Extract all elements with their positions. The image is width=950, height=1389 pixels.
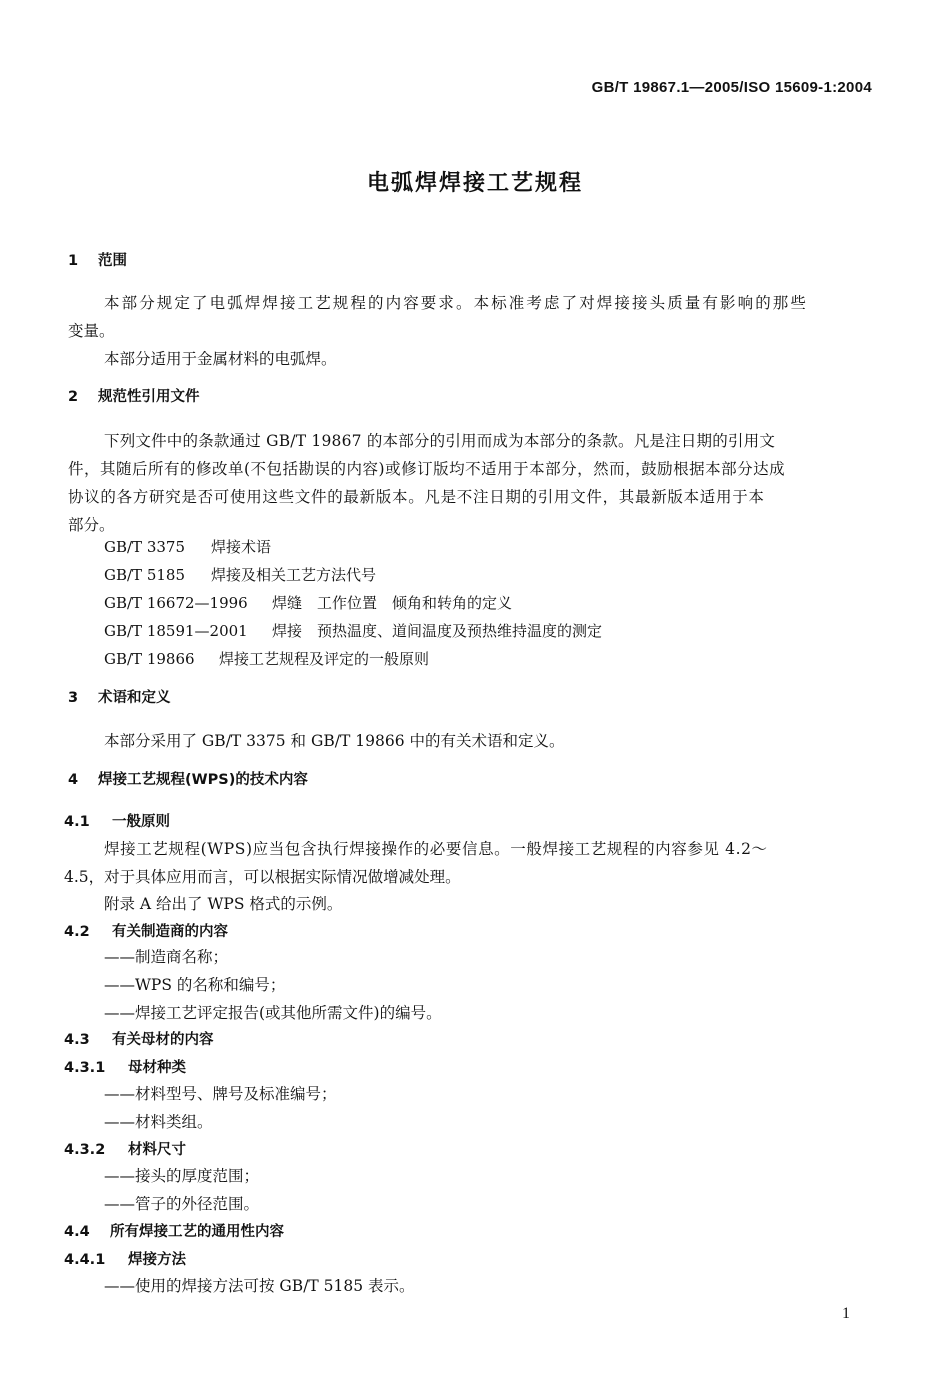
section-title: 一般原则 [112, 814, 170, 830]
section-number: 4.2 [64, 924, 90, 940]
section-number: 4.4 [64, 1224, 90, 1240]
list-item: ——焊接工艺评定报告(或其他所需文件)的编号。 [104, 1004, 442, 1022]
section-number: 4.3.1 [64, 1060, 106, 1076]
section-number: 4.1 [64, 814, 90, 830]
reference-item [104, 593, 512, 613]
list-item: ——制造商名称； [104, 948, 229, 966]
reference-title: 焊缝 工作位置 倾角和转角的定义 [272, 594, 513, 612]
section-number: 4.3 [64, 1032, 90, 1048]
subsection-4-1-heading [64, 812, 170, 832]
list-item: ——接头的厚度范围； [104, 1167, 260, 1185]
section-title: 所有焊接工艺的通用性内容 [110, 1224, 284, 1240]
section-number: 4 [68, 772, 79, 788]
section-number: 2 [68, 389, 79, 405]
reference-code: GB/T 18591—2001 [104, 622, 248, 640]
paragraph-line: 协议的各方研究是否可使用这些文件的最新版本。凡是不注日期的引用文件，其最新版本适用于本 [68, 488, 765, 506]
section-3-heading [68, 688, 171, 708]
section-1-heading [68, 251, 127, 271]
paragraph-line: 附录 A 给出了 WPS 格式的示例。 [104, 895, 343, 913]
paragraph-line: 件，其随后所有的修改单(不包括勘误的内容)或修订版均不适用于本部分，然而，鼓励根据本部分达成 [68, 460, 786, 478]
paragraph-line: 部分。 [68, 516, 115, 534]
section-2-heading [68, 387, 200, 407]
section-number: 4.3.2 [64, 1142, 106, 1158]
section-title: 术语和定义 [98, 690, 171, 706]
list-item: ——材料型号、牌号及标准编号； [104, 1085, 337, 1103]
reference-title: 焊接术语 [211, 538, 272, 556]
paragraph-line: 4.5，对于具体应用而言，可以根据实际情况做增减处理。 [64, 868, 461, 886]
section-title: 材料尺寸 [128, 1142, 186, 1158]
section-4-heading [68, 770, 308, 790]
section-title: 规范性引用文件 [98, 389, 200, 405]
reference-code: GB/T 19866 [104, 650, 195, 668]
reference-code: GB/T 16672—1996 [104, 594, 248, 612]
paragraph-line: 本部分采用了 GB/T 3375 和 GB/T 19866 中的有关术语和定义。 [104, 732, 565, 750]
standard-number: GB/T 19867.1—2005/ISO 15609-1:2004 [591, 79, 872, 96]
paragraph-line: 变量。 [68, 322, 115, 340]
subsection-4-3-2-heading [64, 1140, 186, 1160]
paragraph-line: 本部分规定了电弧焊焊接工艺规程的内容要求。本标准考虑了对焊接接头质量有影响的那些 [104, 294, 809, 312]
subsection-4-3-1-heading [64, 1058, 186, 1078]
paragraph-line: 焊接工艺规程(WPS)应当包含执行焊接操作的必要信息。一般焊接工艺规程的内容参见 4.2～ [104, 840, 768, 858]
subsection-4-4-heading [64, 1222, 284, 1242]
section-number: 4.4.1 [64, 1252, 106, 1268]
reference-code: GB/T 5185 [104, 566, 186, 584]
section-number: 3 [68, 690, 79, 706]
page-number: 1 [842, 1305, 850, 1322]
subsection-4-4-1-heading [64, 1250, 186, 1270]
section-title: 母材种类 [128, 1060, 186, 1076]
reference-item [104, 537, 271, 557]
reference-title: 焊接及相关工艺方法代号 [211, 566, 377, 584]
reference-title: 焊接工艺规程及评定的一般原则 [219, 650, 430, 668]
paragraph-line: 下列文件中的条款通过 GB/T 19867 的本部分的引用而成为本部分的条款。凡是注日期的引用文 [104, 432, 776, 450]
reference-item [104, 649, 429, 669]
section-title: 范围 [98, 253, 127, 269]
section-title: 焊接方法 [128, 1252, 186, 1268]
reference-code: GB/T 3375 [104, 538, 186, 556]
list-item: ——使用的焊接方法可按 GB/T 5185 表示。 [104, 1277, 415, 1295]
reference-item [104, 621, 602, 641]
list-item: ——WPS 的名称和编号； [104, 976, 286, 994]
section-number: 1 [68, 253, 79, 269]
paragraph-line: 本部分适用于金属材料的电弧焊。 [104, 350, 337, 368]
list-item: ——管子的外径范围。 [104, 1195, 260, 1213]
reference-item [104, 565, 376, 585]
section-title: 焊接工艺规程(WPS)的技术内容 [98, 772, 308, 788]
document-title: 电弧焊焊接工艺规程 [366, 171, 583, 196]
subsection-4-3-heading [64, 1030, 214, 1050]
reference-title: 焊接 预热温度、道间温度及预热维持温度的测定 [272, 622, 603, 640]
section-title: 有关制造商的内容 [112, 924, 228, 940]
section-title: 有关母材的内容 [112, 1032, 214, 1048]
subsection-4-2-heading [64, 922, 228, 942]
list-item: ——材料类组。 [104, 1113, 213, 1131]
